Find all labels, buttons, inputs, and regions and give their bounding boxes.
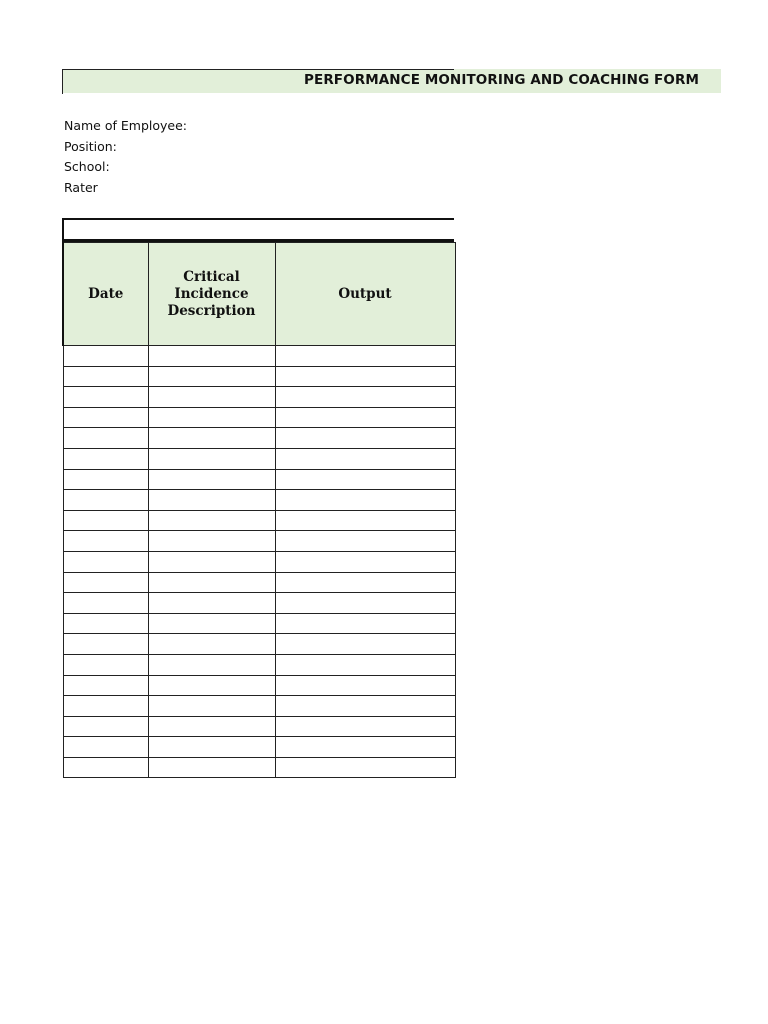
output-cell[interactable] xyxy=(275,572,455,593)
table-row xyxy=(63,551,455,572)
date-cell[interactable] xyxy=(63,737,148,758)
field-label-rater: Rater xyxy=(64,179,98,195)
critical-incidence-description-cell[interactable] xyxy=(148,510,275,531)
column-header-output xyxy=(275,243,455,346)
table-row xyxy=(63,346,455,367)
monitoring-table xyxy=(62,242,456,778)
employee-info xyxy=(64,116,187,198)
table-row xyxy=(63,448,455,469)
table-row xyxy=(63,716,455,737)
output-cell[interactable] xyxy=(275,757,455,778)
date-cell[interactable] xyxy=(63,346,148,367)
output-cell[interactable] xyxy=(275,346,455,367)
date-cell[interactable] xyxy=(63,572,148,593)
critical-incidence-description-cell[interactable] xyxy=(148,428,275,449)
table-row xyxy=(63,469,455,490)
table-body xyxy=(63,346,455,778)
critical-incidence-description-cell[interactable] xyxy=(148,387,275,408)
date-cell[interactable] xyxy=(63,716,148,737)
column-header-label: Date xyxy=(88,285,124,302)
output-cell[interactable] xyxy=(275,366,455,387)
date-cell[interactable] xyxy=(63,407,148,428)
table-row xyxy=(63,613,455,634)
column-header-label: Critical Incidence Description xyxy=(167,268,256,319)
output-cell[interactable] xyxy=(275,654,455,675)
table-row xyxy=(63,531,455,552)
critical-incidence-description-cell[interactable] xyxy=(148,366,275,387)
output-cell[interactable] xyxy=(275,407,455,428)
title-clip xyxy=(63,69,699,93)
table-row xyxy=(63,675,455,696)
date-cell[interactable] xyxy=(63,490,148,511)
date-cell[interactable] xyxy=(63,366,148,387)
date-cell[interactable] xyxy=(63,593,148,614)
table-row xyxy=(63,510,455,531)
critical-incidence-description-cell[interactable] xyxy=(148,551,275,572)
critical-incidence-description-cell[interactable] xyxy=(148,490,275,511)
date-cell[interactable] xyxy=(63,387,148,408)
table-header-row xyxy=(63,243,455,346)
date-cell[interactable] xyxy=(63,654,148,675)
output-cell[interactable] xyxy=(275,737,455,758)
output-cell[interactable] xyxy=(275,387,455,408)
critical-incidence-description-cell[interactable] xyxy=(148,572,275,593)
critical-incidence-description-cell[interactable] xyxy=(148,448,275,469)
critical-incidence-description-cell[interactable] xyxy=(148,675,275,696)
output-cell[interactable] xyxy=(275,613,455,634)
date-cell[interactable] xyxy=(63,757,148,778)
table-row xyxy=(63,428,455,449)
critical-incidence-description-cell[interactable] xyxy=(148,654,275,675)
date-cell[interactable] xyxy=(63,510,148,531)
output-cell[interactable] xyxy=(275,716,455,737)
critical-incidence-description-cell[interactable] xyxy=(148,696,275,717)
date-cell[interactable] xyxy=(63,448,148,469)
output-cell[interactable] xyxy=(275,675,455,696)
output-cell[interactable] xyxy=(275,469,455,490)
date-cell[interactable] xyxy=(63,696,148,717)
date-cell[interactable] xyxy=(63,551,148,572)
critical-incidence-description-cell[interactable] xyxy=(148,407,275,428)
column-header-label: Output xyxy=(338,285,392,302)
field-label-school: School: xyxy=(64,159,110,174)
output-cell[interactable] xyxy=(275,593,455,614)
output-cell[interactable] xyxy=(275,448,455,469)
column-header-critical-incidence-description xyxy=(148,243,275,346)
table-row xyxy=(63,696,455,717)
field-label-employee-name: Name of Employee: xyxy=(64,118,187,133)
output-cell[interactable] xyxy=(275,428,455,449)
form-title: PERFORMANCE MONITORING AND COACHING FORM xyxy=(304,72,699,88)
critical-incidence-description-cell[interactable] xyxy=(148,469,275,490)
output-cell[interactable] xyxy=(275,634,455,655)
critical-incidence-description-cell[interactable] xyxy=(148,757,275,778)
table-row xyxy=(63,757,455,778)
critical-incidence-description-cell[interactable] xyxy=(148,346,275,367)
date-cell[interactable] xyxy=(63,634,148,655)
date-cell[interactable] xyxy=(63,613,148,634)
critical-incidence-description-cell[interactable] xyxy=(148,634,275,655)
critical-incidence-description-cell[interactable] xyxy=(148,593,275,614)
monitoring-table-wrapper xyxy=(62,242,454,778)
critical-incidence-description-cell[interactable] xyxy=(148,613,275,634)
critical-incidence-description-cell[interactable] xyxy=(148,716,275,737)
output-cell[interactable] xyxy=(275,510,455,531)
table-row xyxy=(63,737,455,758)
table-row xyxy=(63,634,455,655)
critical-incidence-description-cell[interactable] xyxy=(148,531,275,552)
table-row xyxy=(63,654,455,675)
output-cell[interactable] xyxy=(275,531,455,552)
table-row xyxy=(63,572,455,593)
output-cell[interactable] xyxy=(275,551,455,572)
table-row xyxy=(63,593,455,614)
output-cell[interactable] xyxy=(275,490,455,511)
critical-incidence-description-cell[interactable] xyxy=(148,737,275,758)
table-row xyxy=(63,387,455,408)
date-cell[interactable] xyxy=(63,469,148,490)
column-header-date xyxy=(63,243,148,346)
table-row xyxy=(63,490,455,511)
output-cell[interactable] xyxy=(275,696,455,717)
table-row xyxy=(63,407,455,428)
date-cell[interactable] xyxy=(63,531,148,552)
table-section-header xyxy=(62,218,454,240)
field-label-position: Position: xyxy=(64,138,117,154)
date-cell[interactable] xyxy=(63,675,148,696)
date-cell[interactable] xyxy=(63,428,148,449)
table-row xyxy=(63,366,455,387)
